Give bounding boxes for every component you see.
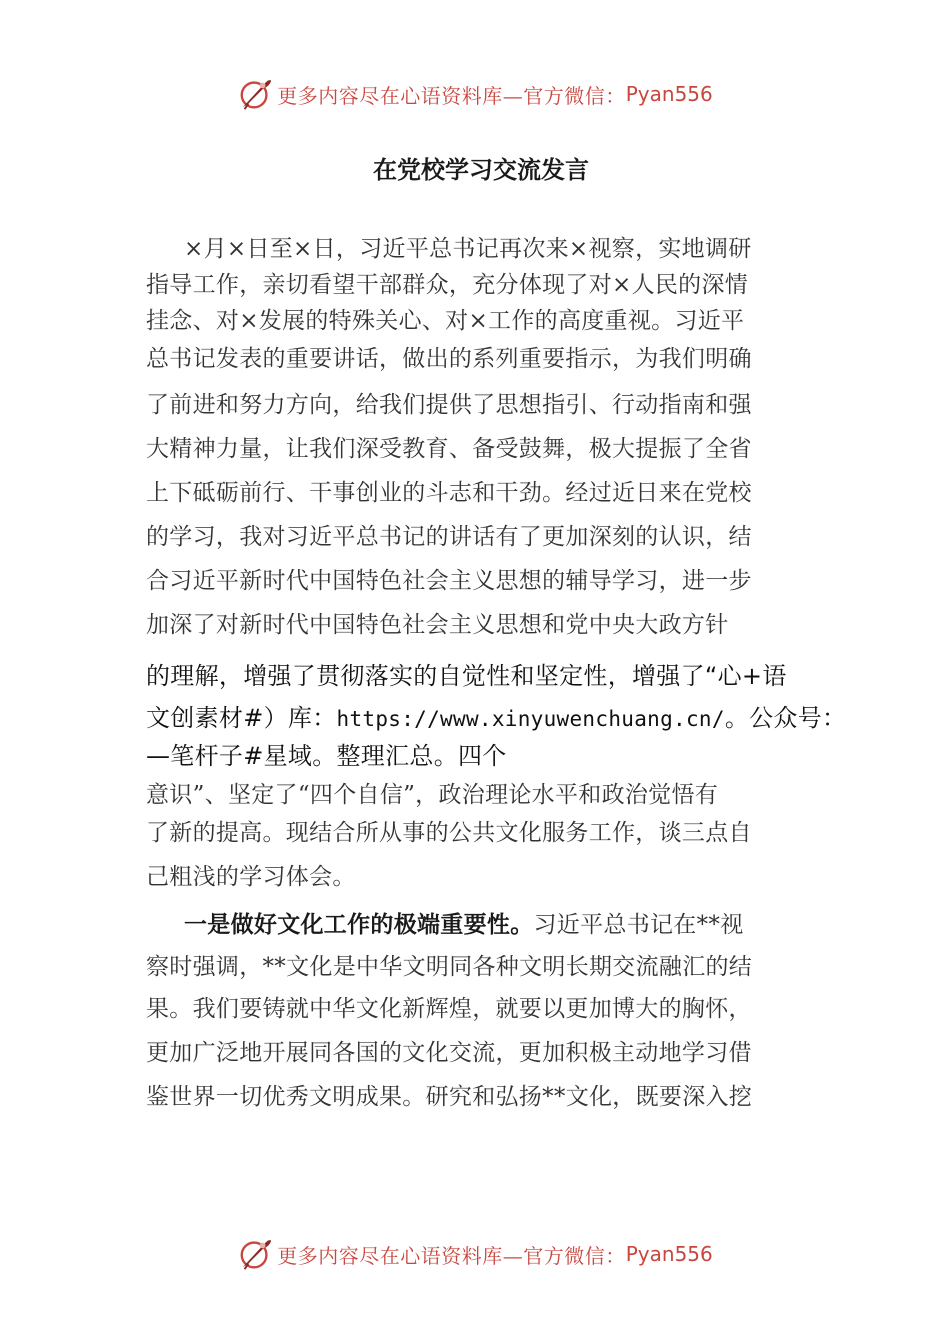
inserted-text: 文创素材#）库： (146, 704, 337, 732)
body-line: 更加广泛地开展同各国的文化交流，更加积极主动地学习借 (146, 1040, 752, 1066)
body-line: 总书记发表的重要讲话，做出的系列重要指示，为我们明确 (146, 346, 752, 372)
body-line-inserted (146, 698, 846, 733)
body-line: 果。我们要铸就中华文化新辉煌，就要以更加博大的胸怀， (146, 996, 752, 1022)
header-banner (0, 72, 950, 116)
banner-text: 更多内容尽在心语资料库—官方微信： (277, 1243, 626, 1268)
website-url-link[interactable]: https://www.xinyuwenchuang.cn/ (336, 707, 725, 731)
quill-pen-logo-icon (237, 75, 275, 113)
body-line: 上下砥砺前行、干事创业的斗志和干劲。经过近日来在党校 (146, 480, 752, 506)
document-title: 在党校学习交流发言 (373, 156, 589, 184)
body-line-inserted: 的理解，增强了贯彻落实的自觉性和坚定性，增强了“心+语 (146, 662, 787, 690)
body-text: 习近平总书记在**视 (533, 912, 744, 938)
body-line: 的学习，我对习近平总书记的讲话有了更加深刻的认识，结 (146, 524, 752, 550)
body-line: 加深了对新时代中国特色社会主义思想和党中央大政方针 (146, 612, 729, 638)
quill-pen-logo-icon (237, 1235, 275, 1273)
section-one-line (184, 906, 744, 939)
body-line-inserted: —笔杆子#星域。整理汇总。四个 (146, 742, 507, 770)
body-line: 察时强调，**文化是中华文明同各种文明长期交流融汇的结 (146, 954, 753, 980)
body-line: 大精神力量，让我们深受教育、备受鼓舞，极大提振了全省 (146, 436, 752, 462)
body-line: 了前进和努力方向，给我们提供了思想指引、行动指南和强 (146, 392, 752, 418)
body-line: 挂念、对×发展的特殊关心、对×工作的高度重视。习近平 (146, 308, 745, 334)
body-line: 了新的提高。现结合所从事的公共文化服务工作，谈三点自 (146, 820, 752, 846)
body-line: 己粗浅的学习体会。 (146, 864, 356, 890)
body-line: ×月×日至×日，习近平总书记再次来×视察，实地调研 (184, 236, 752, 262)
body-line: 指导工作，亲切看望干部群众，充分体现了对×人民的深情 (146, 272, 749, 298)
body-line: 鉴世界一切优秀文明成果。研究和弘扬**文化，既要深入挖 (146, 1084, 753, 1110)
section-heading: 一是做好文化工作的极端重要性。 (184, 912, 534, 938)
body-line: 意识”、坚定了“四个自信”，政治理论水平和政治觉悟有 (146, 782, 719, 808)
banner-wechat-id: Pyan556 (625, 1242, 713, 1266)
footer-banner (0, 1232, 950, 1276)
body-line: 合习近平新时代中国特色社会主义思想的辅导学习，进一步 (146, 568, 752, 594)
banner-wechat-id: Pyan556 (625, 82, 713, 106)
banner-text: 更多内容尽在心语资料库—官方微信： (277, 83, 626, 108)
inserted-text: 。公众号： (724, 704, 847, 732)
